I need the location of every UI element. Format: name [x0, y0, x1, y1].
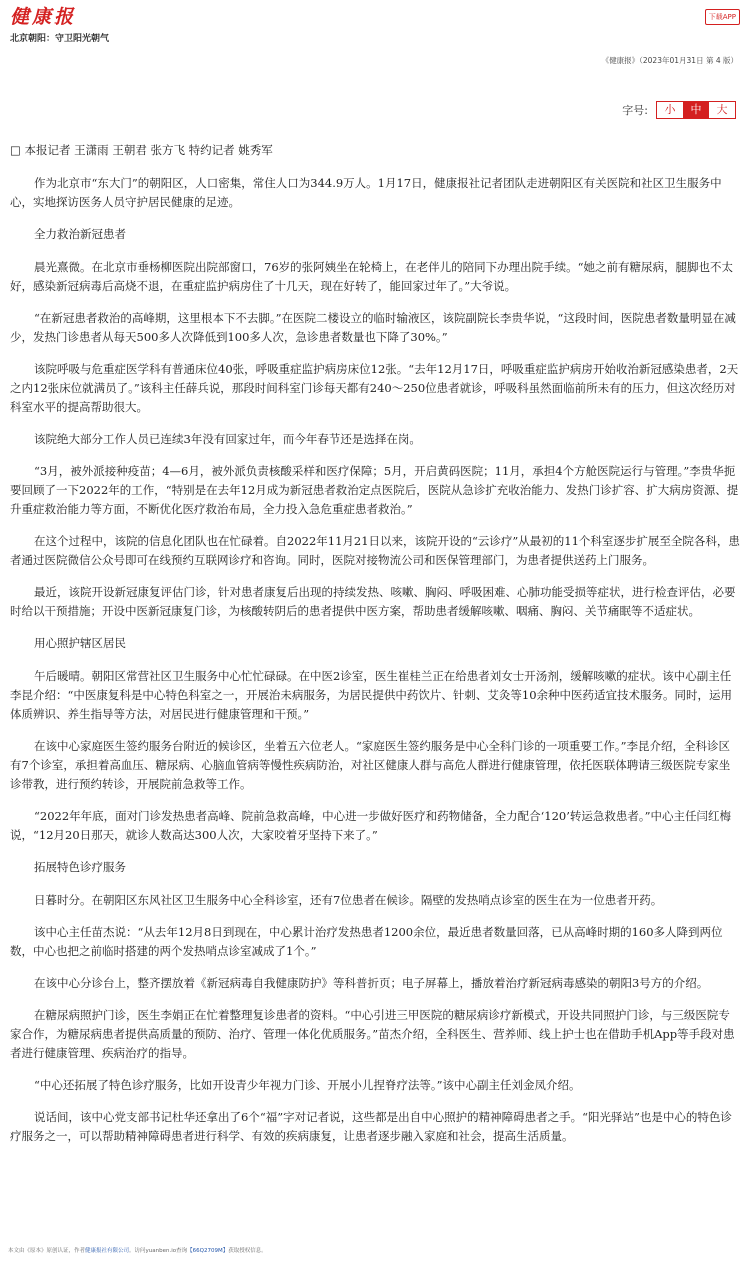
copyright-footer	[8, 1246, 267, 1254]
article-paragraph: 晨光熹微。在北京市垂杨柳医院出院部窗口，76岁的张阿姨坐在轮椅上，在老伴儿的陪同下办理出院手续。“她之前有糖尿病，腿脚也不太好，感染新冠病毒后高烧不退，在重症监护病房住了十几天，现在好转了，能回家过年了。”大爷说。	[10, 260, 734, 293]
article-paragraph: 日暮时分。在朝阳区东风社区卫生服务中心全科诊室，还有7位患者在候诊。隔壁的发热哨点诊室的医生在为一位患者开药。	[34, 893, 663, 907]
section-heading: 拓展特色诊疗服务	[34, 860, 126, 874]
article-paragraph: 说话间，该中心党支部书记杜华还拿出了6个“福”字对记者说，这些都是出自中心照护的精神障碍患者之手。“阳光驿站”也是中心的特色诊疗服务之一，可以帮助精神障碍患者进行科学、有效的疾病康复，让患者逐步融入家庭和社会，提高生活质量。	[10, 1110, 732, 1143]
footer-suffix: 获取授权信息。	[228, 1248, 267, 1254]
article-paragraph: 该院呼吸与危重症医学科有普通床位40张，呼吸重症监护病房床位12张。“去年12月17日，呼吸重症监护病房开始收治新冠感染患者，2天之内12张床位就满员了。”该科主任薛兵说，那段时间科室门诊每天都有240～250位患者就诊，呼吸科虽然面临前所未有的压力，但这次经历对科室水平的提高帮助很大。	[10, 362, 739, 414]
article-title: 北京朝阳：守卫阳光朝气	[10, 34, 110, 44]
article-paragraph: 在糖尿病照护门诊，医生李娟正在忙着整理复诊患者的资料。“中心引进三甲医院的糖尿病诊疗新模式，开设共同照护门诊，与三级医院专家合作，为糖尿病患者提供高质量的预防、治疗、管理一体化优质服务。”苗杰介绍，全科医生、营养师、线上护士也在借助手机App等手段对患者进行健康管理、疾病治疗的指导。	[10, 1008, 735, 1060]
article-paragraph: “2022年年底，面对门诊发热患者高峰、院前急救高峰，中心进一步做好医疗和药物储备，全力配合‘120’转运急救患者。”中心主任闫红梅说，“12月20日那天，就诊人数高达300人次，大家咬着牙坚持下来了。”	[10, 809, 732, 842]
font-size-large-button[interactable]: 大	[716, 103, 728, 116]
section-heading: 全力救治新冠患者	[34, 227, 126, 241]
font-size-selector	[622, 101, 736, 119]
font-size-options	[656, 101, 736, 119]
article-paragraph: 作为北京市“东大门”的朝阳区，人口密集，常住人口为344.9万人。1月17日，健康报社记者团队走进朝阳区有关医院和社区卫生服务中心，实地探访医务人员守护居民健康的足迹。	[10, 176, 722, 209]
article-paragraph: 在该中心家庭医生签约服务台附近的候诊区，坐着五六位老人。“家庭医生签约服务是中心全科门诊的一项重要工作。”李昆介绍，全科诊区有7个诊室，承担着高血压、糖尿病、心脑血管病等慢性疾病防治，对社区健康人群与高危人群进行健康管理，依托医联体聘请三级医院专家坐诊带教，进行预约转诊，开展院前急救等工作。	[10, 739, 731, 791]
article-paragraph: 该院绝大部分工作人员已连续3年没有回家过年，而今年春节还是选择在岗。	[34, 432, 421, 446]
publisher-link[interactable]: 健康报社有限公司	[85, 1248, 130, 1254]
article-paragraph: “3月，被外派接种疫苗；4—6月，被外派负责核酸采样和医疗保障；5月，开启黄码医院；11月，承担4个方舱医院运行与管理。”李贵华扼要回顾了一下2022年的工作，“特别是在去年12月成为新冠患者救治定点医院后，医院从急诊扩充收治能力、发热门诊扩容、扩大病房资源、提升重症救治能力等方面，不断优化医疗救治布局，全力投入急危重症患者救治。”	[10, 464, 739, 516]
article-paragraph: 午后暖晴。朝阳区常营社区卫生服务中心忙忙碌碌。在中医2诊室，医生崔桂兰正在给患者刘女士开汤剂，缓解咳嗽的症状。该中心副主任李昆介绍：“中医康复科是中心特色科室之一，开展治未病服务，为居民提供中药饮片、针刺、艾灸等10余种中医药适宜技术服务。同时，运用体质辨识、养生指导等方法，对居民进行健康管理和干预。”	[10, 669, 733, 721]
byline: □ 本报记者 王潇雨 王朝君 张方飞 特约记者 姚秀军	[10, 143, 273, 157]
article-paragraph: 在该中心分诊台上，整齐摆放着《新冠病毒自我健康防护》等科普折页；电子屏幕上，播放着治疗新冠病毒感染的朝阳3号方的介绍。	[34, 976, 709, 990]
article-paragraph: 该中心主任苗杰说：“从去年12月8日到现在，中心累计治疗发热患者1200余位，最近患者数量回落，已从高峰时期的160多人降到两位数，中心也把之前临时搭建的两个发热哨点诊室减成了1个。”	[10, 925, 723, 958]
download-app-button[interactable]: 下载APP	[705, 9, 740, 25]
section-heading: 用心照护辖区居民	[34, 636, 126, 650]
article-body	[10, 141, 740, 1159]
publication-source: 《健康报》（2023年01月31日 第 4 版）	[601, 56, 738, 65]
footer-mid: 。访问yuanben.io查询	[129, 1248, 188, 1254]
article-paragraph: “中心还拓展了特色诊疗服务，比如开设青少年视力门诊、开展小儿捏脊疗法等。”该中心副主任刘金凤介绍。	[34, 1078, 581, 1092]
font-size-label: 字号:	[622, 104, 648, 117]
footer-prefix: 本文由《原本》原创认证，作者	[8, 1248, 86, 1254]
font-size-small-button[interactable]: 小	[664, 103, 676, 116]
article-paragraph: “在新冠患者救治的高峰期，这里根本下不去脚。”在医院二楼设立的临时输液区，该院副院长李贵华说，“这段时间，医院患者数量明显在减少，发热门诊患者从每天500多人次降低到100多人次，急诊患者数量也下降了30%。”	[10, 311, 736, 344]
article-paragraph: 在这个过程中，该院的信息化团队也在忙碌着。自2022年11月21日以来，该院开设的“云诊疗”从最初的11个科室逐步扩展至全院各科，患者通过医院微信公众号即可在线预约互联网诊疗和咨询。同时，医院对接物流公司和医保管理部门，为患者提供送药上门服务。	[10, 534, 740, 567]
masthead	[10, 6, 109, 44]
copyright-code-link[interactable]: 【66Q2709M】	[187, 1248, 229, 1254]
font-size-medium-button[interactable]: 中	[683, 102, 709, 118]
article-paragraph: 最近，该院开设新冠康复评估门诊，针对患者康复后出现的持续发热、咳嗽、胸闷、呼吸困难、心肺功能受损等症状，进行检查评估，必要时给以干预措施；开设中医新冠康复门诊，为核酸转阴后的患者提供中医方案，帮助患者缓解咳嗽、咽痛、胸闷、关节痛眠等不适症状。	[10, 585, 736, 618]
newspaper-logo: 健康报	[10, 6, 77, 28]
